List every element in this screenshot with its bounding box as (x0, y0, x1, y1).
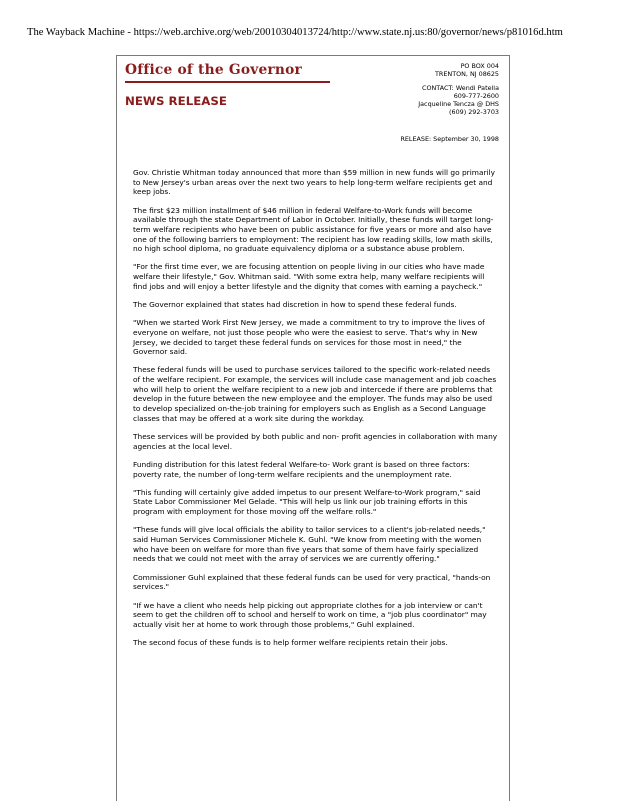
address-line: PO BOX 004 (460, 62, 499, 70)
body-paragraph: Funding distribution for this latest federal Welfare-to- Work grant is based on three factors: poverty rate, the number of long-term welfare recipients and the unemployment rate. (133, 459, 470, 479)
body-paragraph: These services will be provided by both public and non- profit agencies in collaboration with many agencies at the local level. (133, 432, 498, 451)
body-paragraph: Commissioner Guhl explained that these federal funds can be used for very practical, "hands-on services." (133, 572, 491, 592)
title-underline (125, 81, 330, 83)
release-date: RELEASE: September 30, 1998 (400, 135, 499, 143)
press-release-page (116, 55, 510, 801)
body-paragraph: "If we have a client who needs help picking out appropriate clothes for a job interview or can't seem to get the children off to school and herself to work on time, a "job plus coordinator" may actually visit her at home to work through those problems," Guhl explained. (133, 600, 487, 629)
body-paragraph: "For the first time ever, we are focusing attention on people living in our cities who have made welfare their lifestyle," Gov. Whitman said. "With some extra help, many welfare recipients will find jobs and will enjoy a better lifestyle and the dignity that comes with earning a paycheck." (133, 262, 485, 291)
wayback-header: The Wayback Machine - https://web.archive.org/web/20010304013724/http://www.state.nj.us:80/governor/news/p81016d.htm (27, 27, 563, 38)
office-title: Office of the Governor (125, 62, 302, 78)
body-paragraph: "These funds will give local officials the ability to tailor services to a client's job-related needs," said Human Services Commissioner Michele K. Guhl. "We know from meeting with the women who have been on welfare for more than five years that some of them have fairly specialized needs that we could not meet with the array of services we are currently offering." (133, 525, 486, 564)
address-line: TRENTON, NJ 08625 (435, 69, 499, 78)
body-paragraph: The second focus of these funds is to help former welfare recipients retain their jobs. (133, 638, 448, 648)
body-paragraph: The Governor explained that states had discretion in how to spend these federal funds. (133, 300, 457, 309)
body-paragraph: "This funding will certainly give added impetus to our present Welfare-to-Work program," said State Labor Commissioner Mel Gelade. "This will help us link our job training efforts in this program with employment for those moving off the welfare rolls." (133, 487, 481, 517)
news-release-heading: NEWS RELEASE (125, 94, 227, 108)
body-paragraph: The first $23 million installment of $46 million in federal Welfare-to-Work funds will become available through the state Department of Labor in October. Initially, these funds will target long-term welfare recipients who have been on public assistance for five years or more and also have one of the following barriers to employment: The recipient has low reading skills, low math skills, no high school diploma, no graduate equivalency diploma or a substance abuse problem. (133, 205, 494, 254)
body-paragraph: These federal funds will be used to purchase services tailored to the specific work-related needs of the welfare recipient. For example, the services will include case management and job coaches who will help to orient the welfare recipient to a new job and intercede if there are problems that develop in the future between the new employee and the employer. The funds may also be used to develop specialized on-the-job training for employers such as English as a Second Language classes that may be offered at a work site during the workday. (133, 365, 497, 423)
contact-line: (609) 292-3703 (449, 107, 499, 116)
contact-line: CONTACT: Wendi Patella (422, 84, 499, 93)
contact-line: Jacqueline Tencza @ DHS (418, 99, 499, 108)
body-paragraph: Gov. Christie Whitman today announced that more than $59 million in new funds will go primarily to New Jersey's urban areas over the next two years to help long-term welfare recipients get and keep jobs. (133, 168, 496, 197)
contact-block (349, 63, 499, 116)
release-body (133, 168, 498, 656)
contact-line: 609-777-2600 (453, 92, 499, 101)
body-paragraph: "When we started Work First New Jersey, we made a commitment to try to improve the lives of everyone on welfare, not just those people who were the easiest to serve. That's why in New Jersey, we decided to target these federal funds on services for those most in need," the Governor said. (133, 318, 485, 357)
